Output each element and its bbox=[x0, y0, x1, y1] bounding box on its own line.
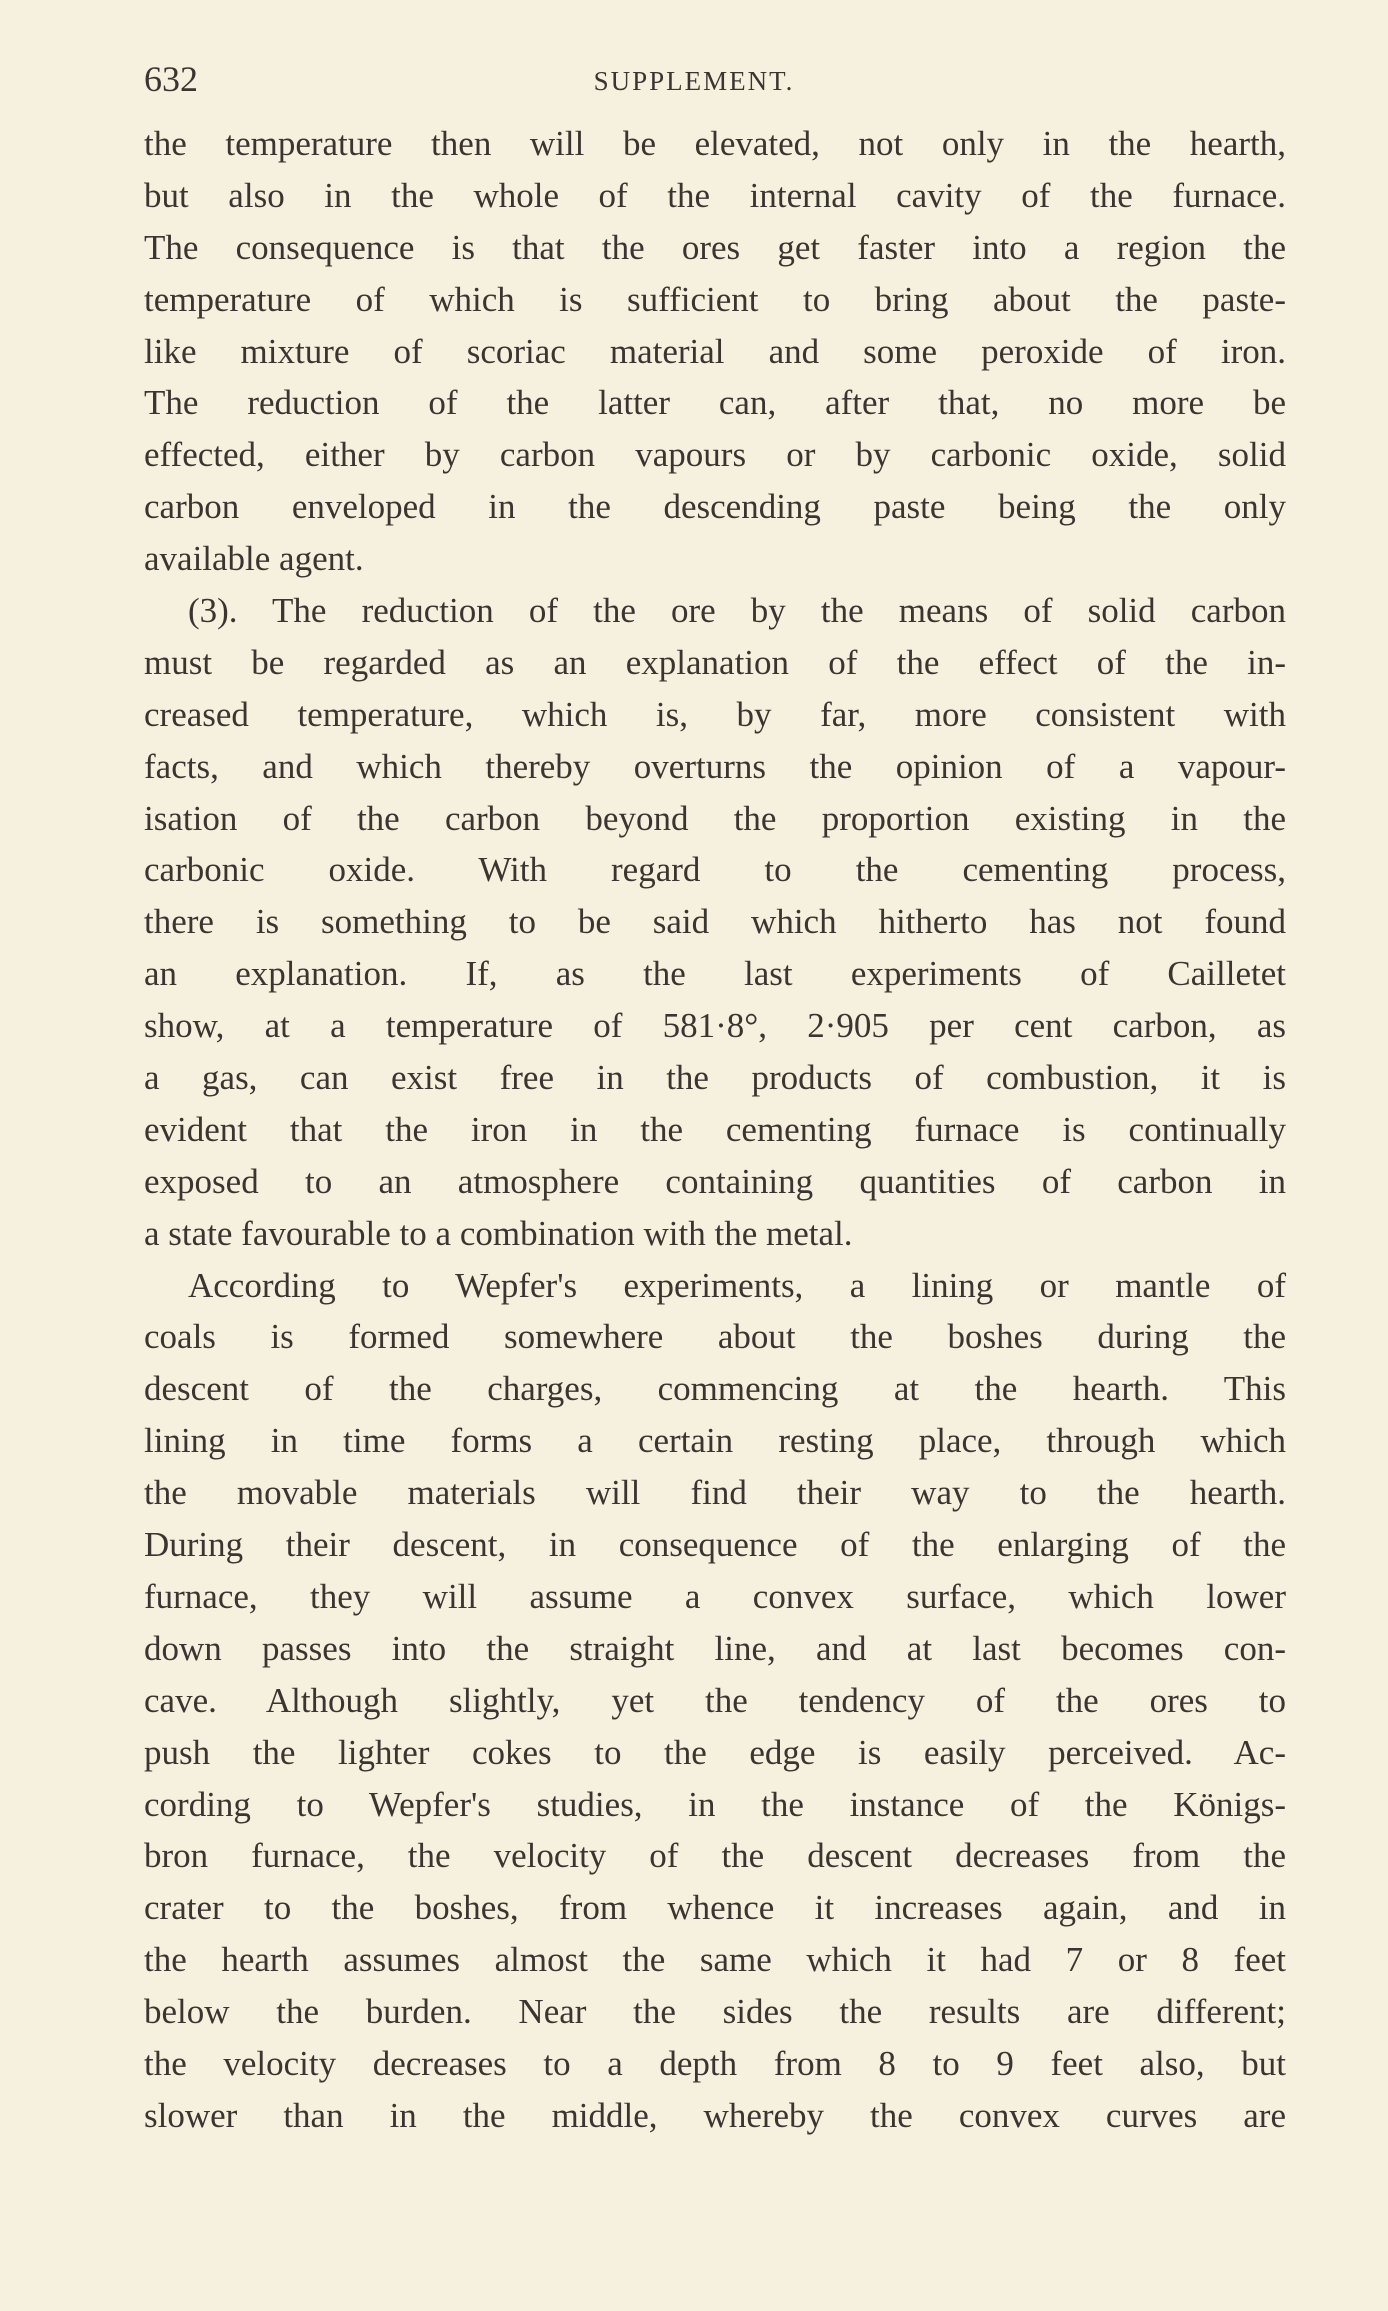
page-number: 632 bbox=[144, 59, 198, 99]
text-line: exposed to an atmosphere containing quantities of carbon in bbox=[144, 1161, 1286, 1201]
text-line: isation of the carbon beyond the proportion existing in the bbox=[144, 798, 1286, 838]
text-line: the hearth assumes almost the same which it had 7 or 8 feet bbox=[144, 1940, 1286, 1980]
text-line: available agent. bbox=[144, 539, 364, 579]
text-line: the movable materials will find their way to the hearth. bbox=[144, 1473, 1286, 1513]
text-line: cave. Although slightly, yet the tendency of the ores to bbox=[144, 1680, 1286, 1720]
text-line: cording to Wepfer's studies, in the instance of the Königs- bbox=[144, 1784, 1286, 1824]
text-line: a state favourable to a combination with the metal. bbox=[144, 1213, 853, 1253]
text-line: crater to the boshes, from whence it increases again, and in bbox=[144, 1888, 1286, 1928]
text-line: the velocity decreases to a depth from 8 to 9 feet also, but bbox=[144, 2043, 1286, 2083]
text-line: effected, either by carbon vapours or by carbonic oxide, solid bbox=[144, 435, 1286, 475]
text-line: During their descent, in consequence of the enlarging of the bbox=[144, 1525, 1286, 1565]
text-line: slower than in the middle, whereby the convex curves are bbox=[144, 2095, 1286, 2135]
text-line: (3). The reduction of the ore by the means of solid carbon bbox=[188, 591, 1286, 631]
text-line: an explanation. If, as the last experiments of Cailletet bbox=[144, 954, 1286, 994]
text-line: bron furnace, the velocity of the descent decreases from the bbox=[144, 1836, 1286, 1876]
text-line: descent of the charges, commencing at the hearth. This bbox=[144, 1369, 1286, 1409]
text-line: The consequence is that the ores get faster into a region the bbox=[144, 227, 1286, 267]
text-line: the temperature then will be elevated, not only in the hearth, bbox=[144, 124, 1286, 163]
text-line: facts, and which thereby overturns the opinion of a vapour- bbox=[144, 746, 1286, 786]
text-line: push the lighter cokes to the edge is easily perceived. Ac- bbox=[144, 1732, 1286, 1772]
text-line: coals is formed somewhere about the boshes during the bbox=[144, 1317, 1286, 1357]
paragraph bbox=[144, 118, 1286, 585]
text-line: show, at a temperature of 581·8°, 2·905 per cent carbon, as bbox=[144, 1006, 1286, 1046]
text-line: carbonic oxide. With regard to the cementing process, bbox=[144, 850, 1286, 890]
text-line: The reduction of the latter can, after that, no more be bbox=[144, 383, 1286, 423]
text-line: lining in time forms a certain resting place, through which bbox=[144, 1421, 1286, 1461]
text-line: carbon enveloped in the descending paste being the only bbox=[144, 487, 1286, 527]
text-line: According to Wepfer's experiments, a lining or mantle of bbox=[188, 1265, 1286, 1305]
text-line: evident that the iron in the cementing furnace is continually bbox=[144, 1109, 1286, 1149]
paragraph bbox=[144, 585, 1286, 1260]
paragraph bbox=[144, 1260, 1286, 2142]
text-line: must be regarded as an explanation of the effect of the in- bbox=[144, 642, 1286, 682]
running-head: SUPPLEMENT. bbox=[593, 66, 795, 96]
body-text bbox=[144, 118, 1286, 2142]
text-line: creased temperature, which is, by far, more consistent with bbox=[144, 694, 1286, 734]
text-line: temperature of which is sufficient to bring about the paste- bbox=[144, 279, 1286, 319]
text-line: below the burden. Near the sides the results are different; bbox=[144, 1992, 1286, 2032]
text-line: but also in the whole of the internal cavity of the furnace. bbox=[144, 175, 1286, 215]
text-line: a gas, can exist free in the products of combustion, it is bbox=[144, 1058, 1286, 1098]
text-line: there is something to be said which hitherto has not found bbox=[144, 902, 1286, 942]
text-line: down passes into the straight line, and at last becomes con- bbox=[144, 1628, 1286, 1668]
text-line: furnace, they will assume a convex surface, which lower bbox=[144, 1576, 1286, 1616]
text-line: like mixture of scoriac material and some peroxide of iron. bbox=[144, 331, 1286, 371]
